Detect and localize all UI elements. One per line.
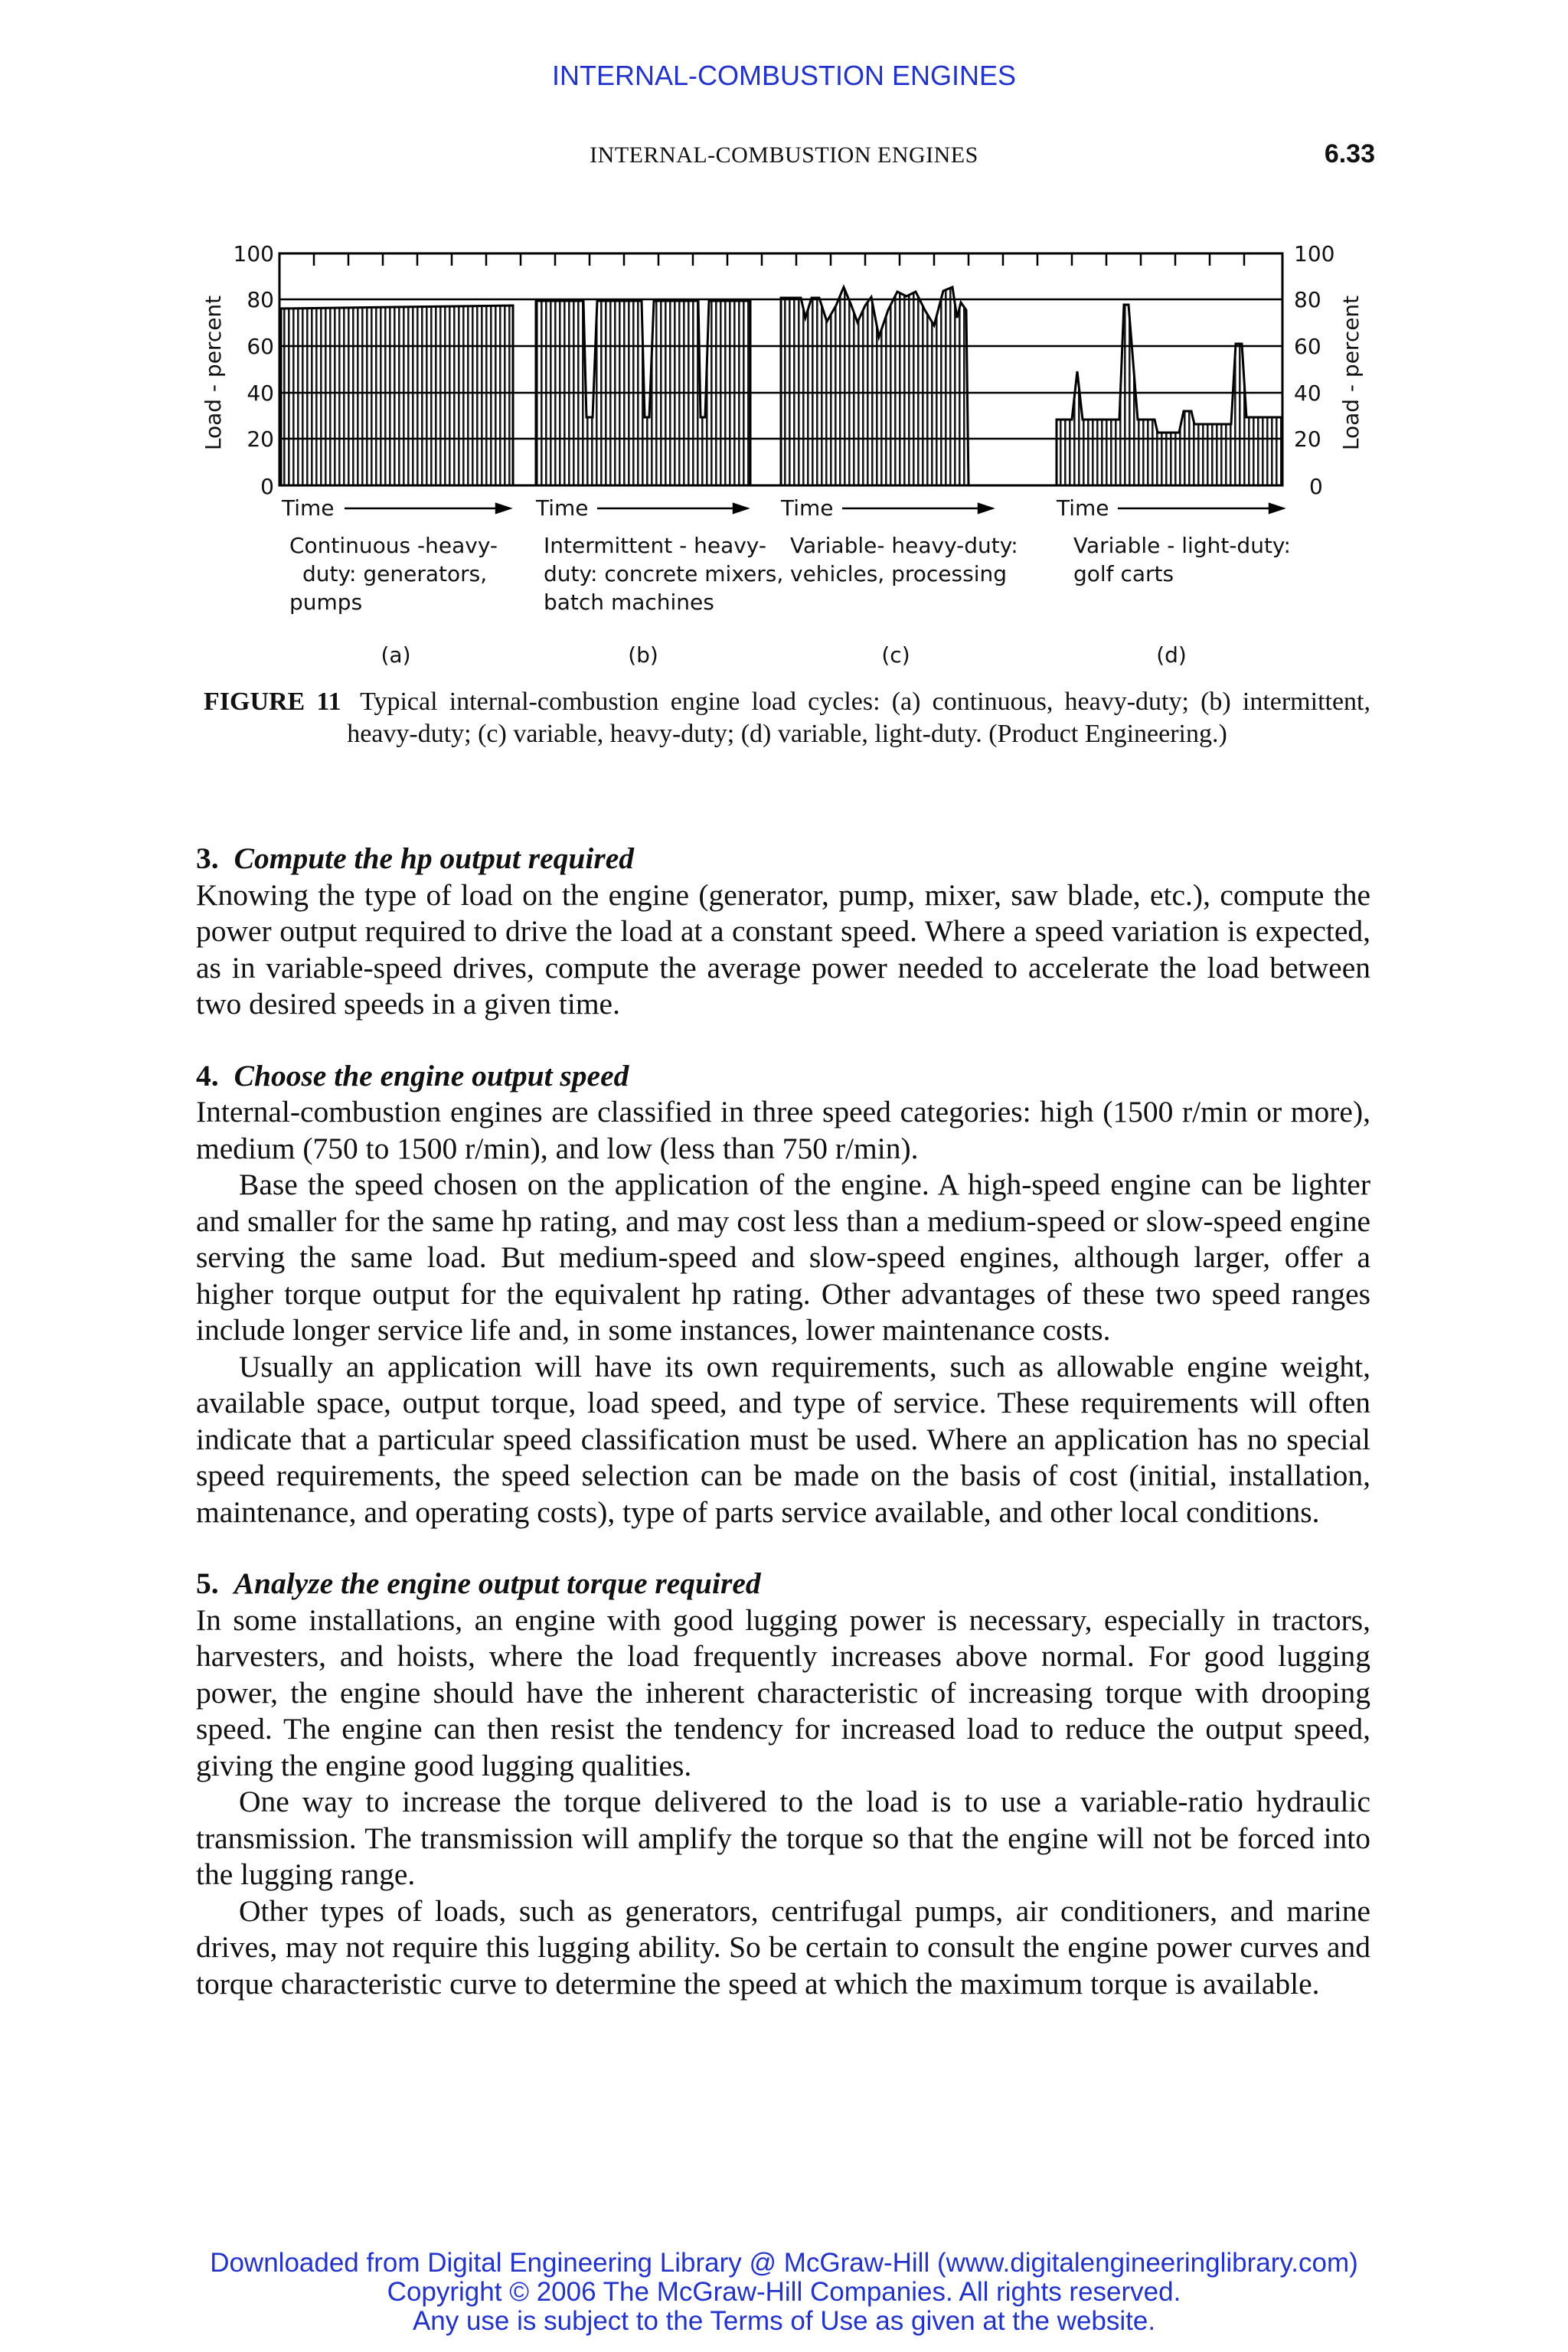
panel-b-desc-3: batch machines [544, 590, 714, 615]
panel-b-desc-1: Intermittent - heavy- [544, 533, 766, 558]
tick-label-right-0: 0 [1309, 474, 1323, 499]
section-number: 3. [196, 841, 219, 875]
left-y-ticks [234, 241, 274, 499]
time-label-b: Time [536, 495, 589, 521]
panel-tag-d: (d) [1156, 642, 1187, 668]
panel-d-desc-2: golf carts [1073, 561, 1174, 586]
footer-download-link[interactable]: Downloaded from Digital Engineering Library @ McGraw-Hill (www.digitalengineeringlibrary.com) [210, 2248, 1358, 2278]
y-axis-title-left: Load - percent [201, 295, 226, 451]
section-heading [196, 1566, 1370, 1602]
top-ticks [314, 253, 1244, 266]
panel-c-desc-1: Variable- heavy-duty: [790, 533, 1018, 558]
tick-label-left-100: 100 [233, 241, 274, 266]
paragraph: Other types of loads, such as generators, centrifugal pumps, air conditioners, and marine drives, may not require this lugging ability. So be certain to consult the engine power curves and torque characteristic curve to determine the speed at which the maximum torque is available. [196, 1893, 1370, 2001]
top-banner: INTERNAL-COMBUSTION ENGINES [551, 60, 1017, 91]
page-number: 6.33 [1324, 139, 1375, 168]
tick-label-left-20: 20 [247, 426, 274, 452]
figure-load-cycles [191, 226, 1386, 685]
load-cycle-diagram [191, 226, 1386, 685]
section-title: Choose the engine output speed [234, 1058, 629, 1093]
panel-c-desc-2: vehicles, processing [790, 561, 1008, 586]
tick-label-right-100: 100 [1294, 241, 1335, 266]
footer [0, 2249, 1568, 2336]
time-label-a: Time [282, 495, 335, 521]
time-label-c: Time [781, 495, 834, 521]
section-4 [196, 1058, 1370, 1531]
section-heading [196, 841, 1370, 877]
section-title: Compute the hp output required [234, 841, 634, 875]
paragraph: Base the speed chosen on the application of the engine. A high-speed engine can be lighter and smaller for the same hp rating, and may cost less than a medium-speed or slow-speed engine serving the same load. But medium-speed and slow-speed engines, although larger, offer a higher torque output for the equivalent hp rating. Other advantages of these two speed ranges include longer service life and, in some instances, lower maintenance costs. [196, 1168, 1370, 1347]
section-number: 4. [196, 1058, 219, 1093]
tick-label-left-40: 40 [247, 381, 274, 406]
section-title: Analyze the engine output torque required [234, 1566, 761, 1600]
figure-number: FIGURE 11 [204, 688, 341, 716]
panel-tag-b: (b) [628, 642, 658, 668]
footer-copyright: Copyright © 2006 The McGraw-Hill Companies. All rights reserved. [387, 2277, 1181, 2307]
panel-a-desc-1: Continuous -heavy- [289, 533, 498, 558]
panel-descriptions [289, 533, 1291, 615]
figure-caption-text: Typical internal-combustion engine load cycles: (a) continuous, heavy-duty; (b) intermittent, heavy-duty; (c) variable, heavy-duty; (d) variable, light-duty. (Product Engineering.) [347, 688, 1370, 748]
panel-c-load [781, 287, 969, 485]
panel-tag-a: (a) [381, 642, 411, 668]
panel-tag-c: (c) [881, 642, 910, 668]
paragraph: Knowing the type of load on the engine (generator, pump, mixer, saw blade, etc.), compute the power output required to drive the load at a constant speed. Where a speed variation is expected, as in variable-speed drives, compute the average power needed to accelerate the load between two desired speeds in a given time. [196, 877, 1370, 1021]
paragraph: Usually an application will have its own requirements, such as allowable engine weight, available space, output torque, load speed, and type of service. These requirements will often indicate that a particular speed classification must be used. Where an application has no special speed requirements, the speed selection can be made on the basis of cost (initial, installation, maintenance, and operating costs), type of parts service available, and other local conditions. [196, 1349, 1370, 1529]
panel-a-desc-3: pumps [289, 590, 363, 615]
tick-label-left-0: 0 [260, 474, 274, 499]
paragraph: Internal-combustion engines are classified in three speed categories: high (1500 r/min or more), medium (750 to 1500 r/min), and low (less than 750 r/min). [196, 1095, 1370, 1165]
panel-d-desc-1: Variable - light-duty: [1073, 533, 1291, 558]
tick-label-right-80: 80 [1294, 287, 1321, 312]
footer-terms: Any use is subject to the Terms of Use as given at the website. [412, 2306, 1156, 2336]
tick-label-right-60: 60 [1294, 334, 1321, 359]
body-text [196, 841, 1370, 2002]
right-y-ticks [1294, 241, 1334, 499]
panel-a-desc-2: duty: generators, [302, 561, 488, 586]
paragraph: One way to increase the torque delivered to the load is to use a variable-ratio hydraulic transmission. The transmission will amplify the torque so that the engine will not be forced into the lugging range. [196, 1785, 1370, 1891]
load-areas [281, 287, 1282, 485]
section-3 [196, 841, 1370, 1023]
tick-label-left-80: 80 [247, 287, 274, 312]
paragraph: In some installations, an engine with good lugging power is necessary, especially in tractors, harvesters, and hoists, where the load frequently increases above normal. For good lugging power, the engine should have the inherent characteristic of increasing torque with drooping speed. The engine can then resist the tendency for increased load to reduce the output speed, giving the engine good lugging qualities. [196, 1602, 1370, 1782]
tick-label-right-20: 20 [1294, 426, 1321, 452]
section-number: 5. [196, 1566, 219, 1600]
figure-caption [204, 686, 1370, 750]
y-axis-title-right: Load - percent [1338, 295, 1364, 451]
tick-label-right-40: 40 [1294, 381, 1321, 406]
section-heading [196, 1058, 1370, 1095]
time-label-d: Time [1057, 495, 1109, 521]
tick-label-left-60: 60 [247, 334, 274, 359]
panel-tags [381, 642, 1186, 668]
panel-b-desc-2: duty: concrete mixers, [544, 561, 784, 586]
section-5 [196, 1566, 1370, 2002]
panel-a-load [281, 305, 513, 485]
running-head: INTERNAL-COMBUSTION ENGINES [590, 142, 978, 168]
panel-d-load [1057, 305, 1282, 485]
